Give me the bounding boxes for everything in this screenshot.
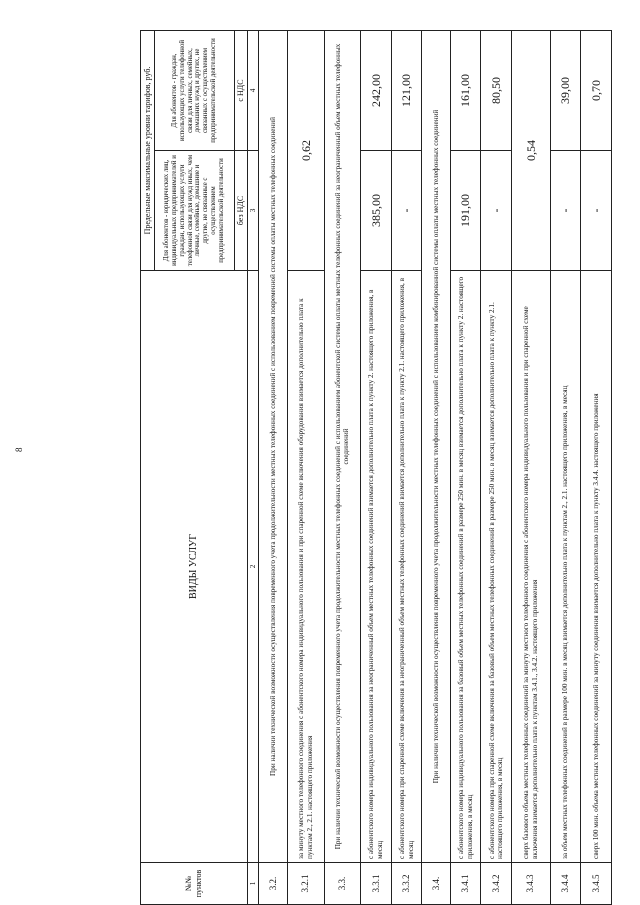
service-description: за объем местных телефонных соединений в размере 100 мин. в месяц взимается дополнительно плата к пунктам 2., 2.1. настоящего приложения, в месяц xyxy=(550,271,581,863)
row-number: 3.4.3 xyxy=(512,863,551,905)
tariff-value-individual: 121,00 xyxy=(391,31,422,151)
service-description: сверх базового объема местных телефонных соединений за минуту местного телефонного соединения с абонентского номера индивидуального пользования и при спаренной схеме включения взимается дополнительно плата к пунктам 3.4.1., 3.4.2. настоящего приложения xyxy=(512,271,551,863)
row-number: 3.2. xyxy=(259,863,288,905)
service-description: с абонентского номера при спаренной схеме включения за базовый объем местных телефонных соединений в размере 250 мин. в месяц взимается дополнительно плата к пункту 2.1. настоящего приложения, в месяц xyxy=(481,271,512,863)
tariff-value-legal: - xyxy=(581,151,612,271)
service-description: с абонентского номера индивидуального пользования за неограниченный объем местных телефонных соединений взимается дополнительно плата к пункту 2. настоящего приложения, в месяц xyxy=(361,271,392,863)
tariff-value-individual: 80,50 xyxy=(481,31,512,151)
row-number: 3.3.1 xyxy=(361,863,392,905)
table-row xyxy=(450,31,481,905)
tariff-value-individual: 0,70 xyxy=(581,31,612,151)
tariff-table xyxy=(140,30,612,905)
table-row xyxy=(324,31,361,905)
table-row xyxy=(581,31,612,905)
row-number: 3.4.4 xyxy=(550,863,581,905)
tariff-value-legal: - xyxy=(391,151,422,271)
table-row xyxy=(361,31,392,905)
index-col-4: 4 xyxy=(247,31,259,151)
section-heading: При наличии технической возможности осуществления повременного учета продолжительности местных телефонных соединений с использованием повременной системы оплаты местных телефонных соединений xyxy=(259,31,288,863)
header-item-number: №№ пунктов xyxy=(141,863,248,905)
row-number: 3.4.2 xyxy=(481,863,512,905)
row-number: 3.3.2 xyxy=(391,863,422,905)
table-row xyxy=(391,31,422,905)
tariff-value-legal: 191,00 xyxy=(450,151,481,271)
table-row xyxy=(481,31,512,905)
tariff-value-legal: - xyxy=(550,151,581,271)
tariff-value-individual: 161,00 xyxy=(450,31,481,151)
tariff-value-individual: 39,00 xyxy=(550,31,581,151)
table-row xyxy=(287,31,324,905)
service-description: с абонентского номера индивидуального пользования за базовый объем местных телефонных соединений в размере 250 мин. в месяц взимается дополнительно плата к пункту 2. настоящего приложения, в месяц xyxy=(450,271,481,863)
index-col-2: 2 xyxy=(247,271,259,863)
tariff-value-shared: 0,54 xyxy=(512,31,551,271)
service-description: с абонентского номера при спаренной схеме включения за неограниченный объем местных телефонных соединений взимается дополнительно плата к пункту 2.1. настоящего приложения, в месяц xyxy=(391,271,422,863)
index-col-3: 3 xyxy=(247,151,259,271)
row-number: 3.3. xyxy=(324,863,361,905)
table-row xyxy=(259,31,288,905)
tariff-table-sheet xyxy=(140,30,612,905)
tariff-value-legal: 385,00 xyxy=(361,151,392,271)
header-legal-entities: Для абонентов - юридических лиц, индивидуальных предпринимателей и граждан, использующих услуги телефонной связи для нужд иных, чем личные, семейные, домашние и другие, не связанные с осуществлением предпринимательской деятельности xyxy=(155,151,234,271)
table-row xyxy=(422,31,451,905)
section-heading: При наличии технической возможности осуществления повременного учета продолжительности местных телефонных соединений с использованием комбинированной системы оплаты местных телефонных соединений xyxy=(422,31,451,863)
section-heading: При наличии технической возможности осуществления повременного учета продолжительности местных телефонных соединений с использованием абонентской системы оплаты местных телефонных соединений за неограниченный объем местных телефонных соединений xyxy=(324,31,361,863)
row-number: 3.4. xyxy=(422,863,451,905)
row-number: 3.4.5 xyxy=(581,863,612,905)
service-description: за минуту местного телефонного соединения с абонентского номера индивидуального пользования и при спаренной схеме включения оборудования взимается дополнительно плата к пунктам 2., 2.1. настоящего приложения xyxy=(287,271,324,863)
header-without-vat: без НДС xyxy=(234,151,247,271)
row-number: 3.2.1 xyxy=(287,863,324,905)
header-tariff-levels: Предельные максимальные уровни тарифов, руб. xyxy=(141,31,155,271)
tariff-value-legal: - xyxy=(481,151,512,271)
header-service-types: ВИДЫ УСЛУГ xyxy=(141,271,248,863)
page-number: 8 xyxy=(14,447,24,452)
header-with-vat: с НДС xyxy=(234,31,247,151)
row-number: 3.4.1 xyxy=(450,863,481,905)
table-row xyxy=(550,31,581,905)
tariff-value-individual: 242,00 xyxy=(361,31,392,151)
header-individuals: Для абонентов - граждан, использующих услуги телефонной связи для личных, семейных, домашних нужд и других, не связанных с осуществлением предпринимательской деятельности xyxy=(155,31,234,151)
table-row xyxy=(512,31,551,905)
tariff-value-shared: 0,62 xyxy=(287,31,324,271)
service-description: сверх 100 мин. объема местных телефонных соединений за минуту соединения взимается дополнительно плата к пункту 3.4.4. настоящего приложения xyxy=(581,271,612,863)
index-col-1: 1 xyxy=(247,863,259,905)
